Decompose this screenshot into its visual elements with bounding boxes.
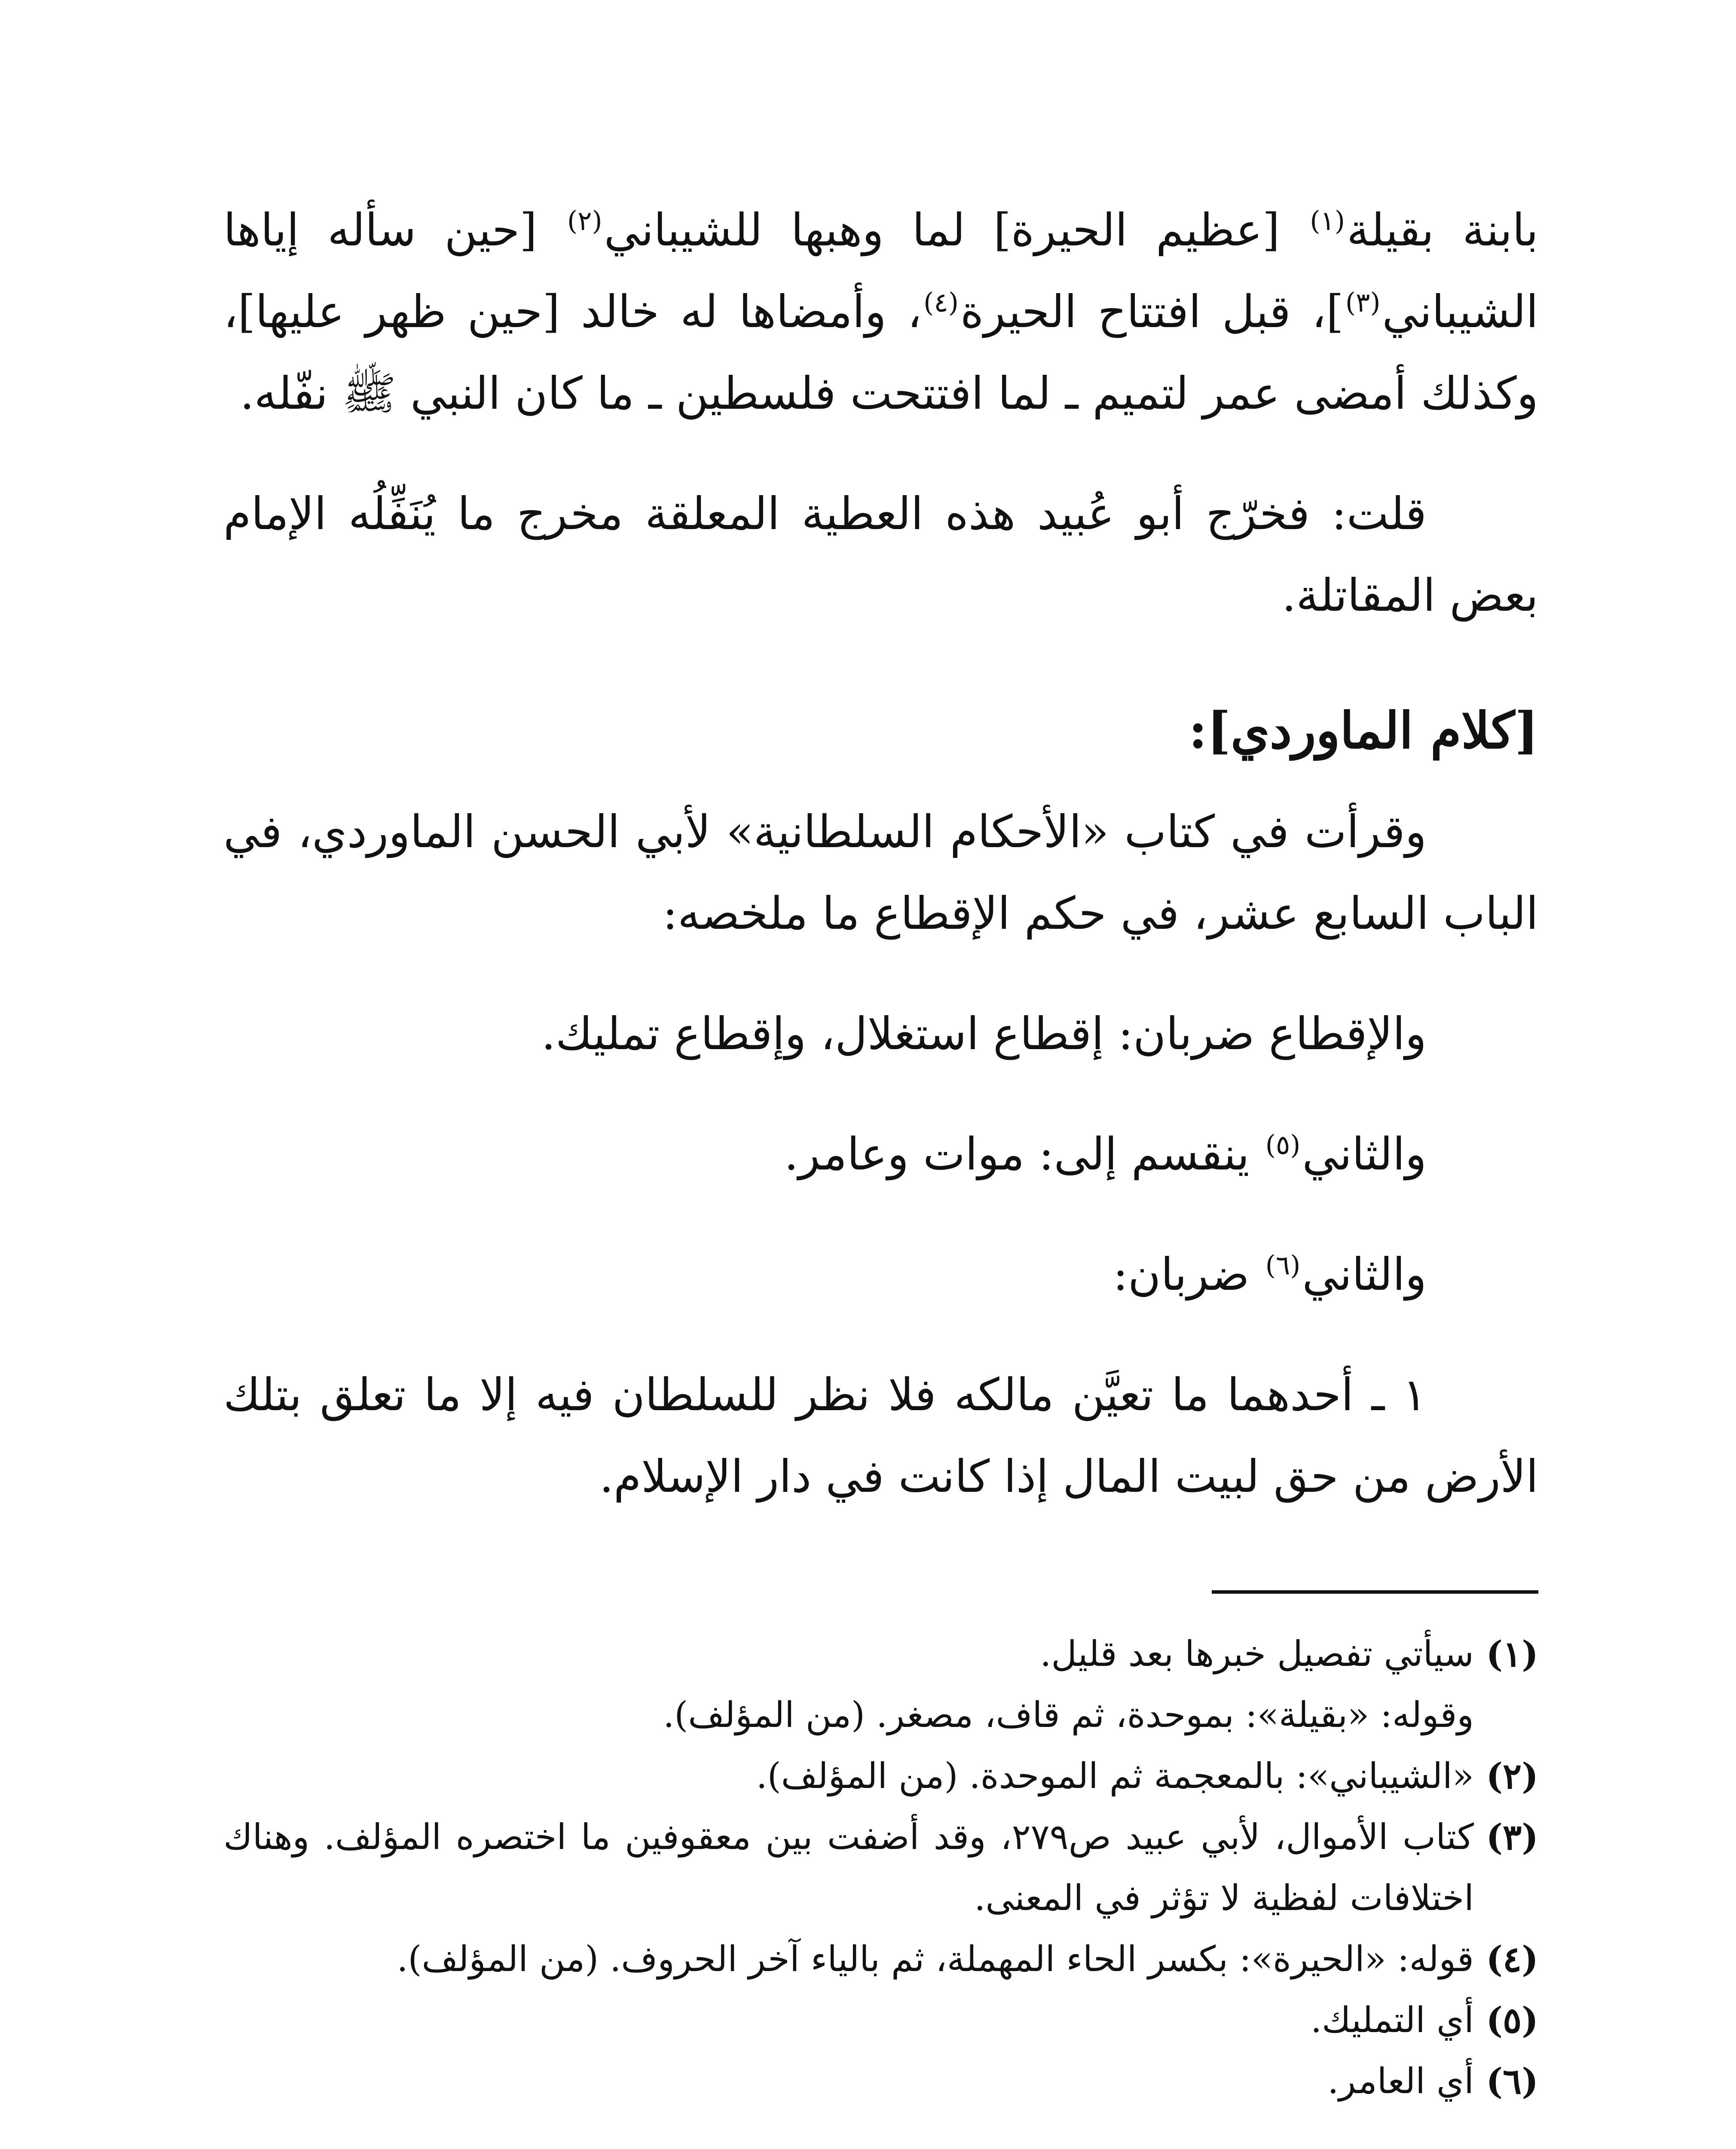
paragraph-6-text-b: ضربان:: [1113, 1248, 1264, 1301]
footnote-1: [223, 1624, 1538, 1685]
footnote-ref-5[interactable]: (٥): [1265, 1129, 1301, 1161]
footnote-number: (١): [1486, 1634, 1538, 1675]
paragraph-6-text-a: والثاني: [1302, 1248, 1427, 1301]
footnote-number: (٤): [1486, 1939, 1538, 1980]
paragraph-5: [223, 1113, 1538, 1195]
footnote-text: سيأتي تفصيل خبرها بعد قليل.: [1040, 1634, 1474, 1675]
footnote-text: كتاب الأموال، لأبي عبيد ص٢٧٩، وقد أضفت بين معقوفين ما اختصره المؤلف. وهناك اختلافات لفظية لا تؤثر في المعنى.: [223, 1817, 1474, 1919]
paragraph-1: [223, 189, 1538, 434]
paragraph-3: وقرأت في كتاب «الأحكام السلطانية» لأبي الحسن الماوردي، في الباب السابع عشر، في حكم الإقطاع ما ملخصه:: [223, 805, 1538, 940]
footnote-4: [223, 1929, 1538, 1990]
footnote-text: «الشيباني»: بالمعجمة ثم الموحدة. (من المؤلف).: [756, 1756, 1474, 1797]
paragraph-5-text-a: والثاني: [1302, 1128, 1427, 1180]
paragraph-1-text-a: بابنة بقيلة: [1347, 204, 1539, 256]
footnote-number: (٣): [1486, 1817, 1538, 1858]
footnote-5: [223, 1990, 1538, 2051]
footnote-ref-3[interactable]: (٣): [1345, 287, 1381, 318]
paragraph-1-text-c: [حين سأله إياها الشيباني: [223, 204, 1538, 338]
footnote-ref-2[interactable]: (٢): [567, 205, 602, 237]
paragraph-1-text-d: ]، قبل افتتاح الحيرة: [960, 285, 1344, 338]
paragraph-6: [223, 1234, 1538, 1315]
footnote-ref-4[interactable]: (٤): [923, 287, 959, 318]
footnote-text: وقوله: «بقيلة»: بموحدة، ثم قاف، مصغر. (من المؤلف).: [663, 1695, 1474, 1736]
footnote-3: [223, 1807, 1538, 1929]
footnote-ref-1[interactable]: (١): [1310, 205, 1345, 237]
footnote-text: أي العامر.: [1327, 2061, 1474, 2102]
footnotes: [223, 1624, 1538, 2112]
footnote-number: (٢): [1486, 1756, 1538, 1797]
paragraph-1-text-b: [عظيم الحيرة] لما وهبها للشيباني: [604, 204, 1308, 256]
paragraph-4: والإقطاع ضربان: إقطاع استغلال، وإقطاع تمليك.: [541, 1007, 1427, 1060]
paragraph-2: قلت: فخرّج أبو عُبيد هذه العطية المعلقة مخرج ما يُنَفِّلُه الإمام بعض المقاتلة.: [223, 487, 1538, 621]
footnote-6: [223, 2051, 1538, 2112]
footnote-number: (٥): [1486, 2000, 1538, 2041]
footnote-text: قوله: «الحيرة»: بكسر الحاء المهملة، ثم بالياء آخر الحروف. (من المؤلف).: [397, 1939, 1474, 1980]
footnote-text: أي التمليك.: [1310, 2000, 1474, 2041]
paragraph-7: ١ ـ أحدهما ما تعيَّن مالكه فلا نظر للسلطان فيه إلا ما تعلق بتلك الأرض من حق لبيت المال إذا كانت في دار الإسلام.: [223, 1368, 1538, 1503]
section-heading: [كلام الماوردي]:: [1189, 701, 1538, 760]
footnote-ref-6[interactable]: (٦): [1265, 1249, 1301, 1281]
footnote-2: [223, 1746, 1538, 1807]
footnote-1-continued: [223, 1685, 1538, 1746]
paragraph-5-text-b: ينقسم إلى: موات وعامر.: [784, 1128, 1264, 1180]
footnote-number: (٦): [1486, 2061, 1538, 2102]
footnote-divider: [1212, 1590, 1538, 1594]
paragraph-1-text-e: ، وأمضاها له خالد [حين ظهر عليها]، وكذلك أمضى عمر لتميم ـ لما افتتحت فلسطين ـ ما كان النبي ﷺ نفّله.: [223, 285, 1538, 419]
book-page: [223, 189, 1538, 2149]
